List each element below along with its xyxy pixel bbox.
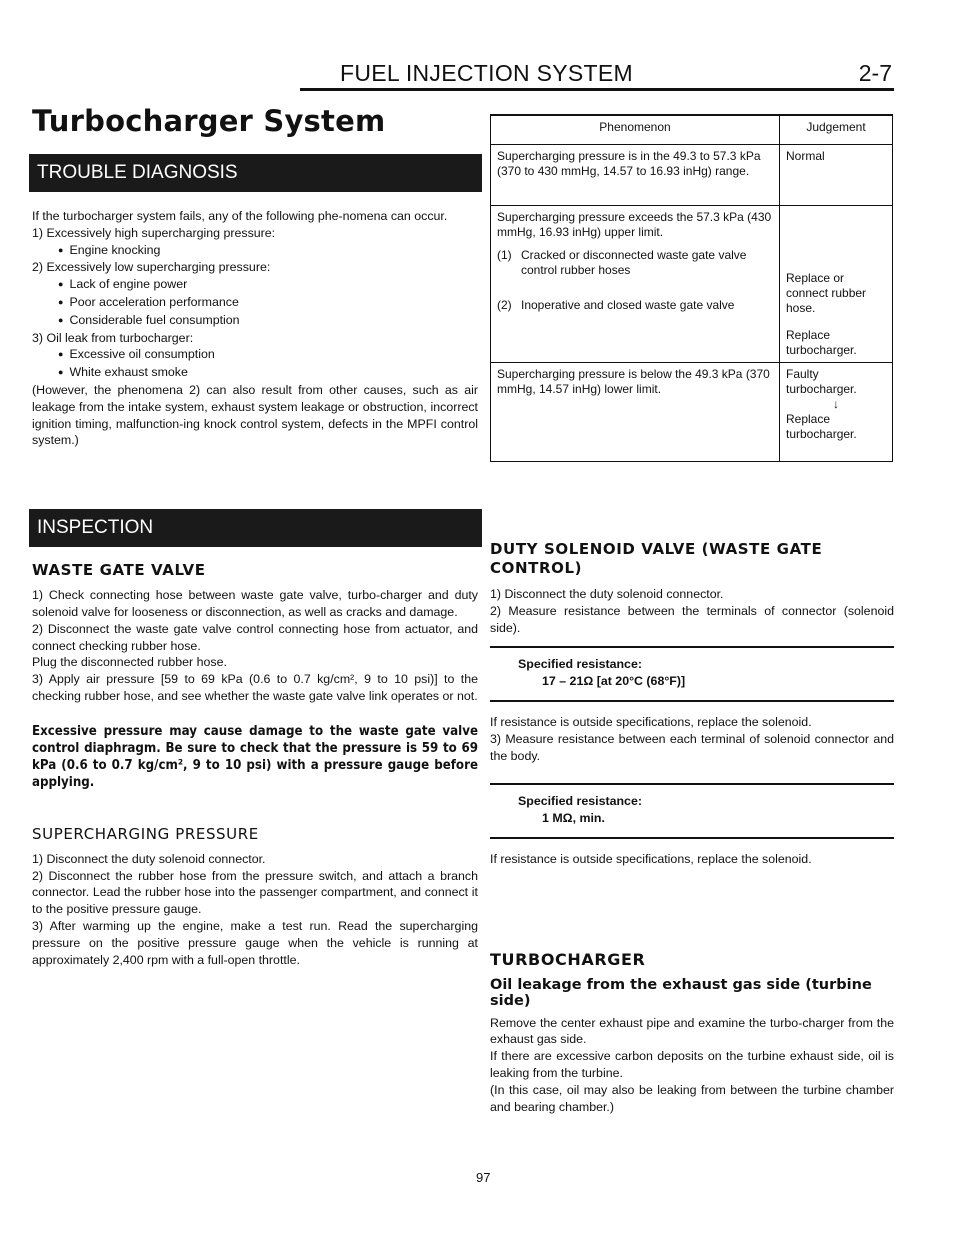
duty-step-1: 1) Disconnect the duty solenoid connector. (490, 587, 724, 601)
spec-value: 17 – 21Ω [at 20°C (68°F)] (542, 674, 686, 689)
wgv-step-2b: Plug the disconnected rubber hose. (32, 655, 227, 670)
trouble-item-1-bullet: ● Engine knocking (32, 242, 478, 260)
row3-judgement-b: Replace turbocharger. (786, 412, 857, 441)
trouble-item-2-bullet: ● Poor acceleration performance (32, 294, 478, 312)
oil-leakage-heading: Oil leakage from the exhaust gas side (turbine side) (490, 976, 872, 1009)
trouble-diagnosis-banner: TROUBLE DIAGNOSIS (29, 154, 482, 192)
page-title: Turbocharger System (32, 104, 386, 138)
spec-label: Specified resistance: (518, 793, 642, 808)
oil-step-1: Remove the center exhaust pipe and examine the turbo-charger from the exhaust gas side. (490, 1015, 894, 1047)
oil-step-2: If there are excessive carbon deposits on the turbine exhaust side, oil is leaking from the turbine. (490, 1049, 894, 1080)
spec-box-2 (490, 783, 894, 839)
table-row (491, 363, 893, 462)
table-cell-phenomenon (491, 206, 780, 363)
table-row (491, 206, 893, 363)
trouble-intro: If the turbocharger system fails, any of the following phe-nomena can occur. (32, 209, 448, 223)
duty-step-2: 2) Measure resistance between the terminals of connector (solenoid side). (490, 603, 894, 635)
supercharging-pressure-heading: SUPERCHARGING PRESSURE (32, 824, 259, 843)
subitem-text: Inoperative and closed waste gate valve (521, 298, 735, 312)
wgv-step-2: 2) Disconnect the waste gate valve control connecting hose from actuator, and connect checking rubber hose. (32, 621, 478, 653)
trouble-item-1: 1) Excessively high supercharging pressure: (32, 225, 276, 240)
trouble-item-2-bullet: ● Lack of engine power (32, 276, 478, 294)
table-cell-phenomenon: Supercharging pressure is below the 49.3 kPa (370 mmHg, 14.57 inHg) lower limit. (491, 363, 780, 462)
table-cell-judgement (780, 206, 893, 363)
turbocharger-heading: TURBOCHARGER (490, 949, 646, 969)
inspection-banner: INSPECTION (29, 509, 482, 547)
subitem-text: Cracked or disconnected waste gate valve control rubber hoses (521, 248, 747, 277)
section-header-title: FUEL INJECTION SYSTEM (340, 60, 633, 86)
down-arrow-icon: ↓ (833, 397, 839, 411)
table-cell-phenomenon: Supercharging pressure is in the 49.3 to 57.3 kPa (370 to 430 mmHg, 14.57 to 16.93 inHg) range. (491, 145, 780, 206)
duty-note-2: If resistance is outside specifications, replace the solenoid. (490, 851, 812, 866)
table-cell-judgement (780, 363, 893, 462)
row2-subitem-2 (497, 298, 773, 313)
sp-step-1: 1) Disconnect the duty solenoid connector. (32, 851, 266, 866)
row2-subitem-1 (497, 248, 773, 278)
wgv-step-3: 3) Apply air pressure [59 to 69 kPa (0.6 to 0.7 kg/cm², 9 to 10 psi)] to the checking rubber hose, and see whether the waste gate valve link operates or not. (32, 672, 478, 703)
table-header-phenomenon: Phenomenon (491, 115, 780, 145)
diagnosis-table (490, 114, 893, 462)
subitem-number: (2) (497, 298, 512, 312)
trouble-item-3-bullet: ● White exhaust smoke (32, 364, 478, 382)
trouble-note: (However, the phenomena 2) can also result from other causes, such as air leakage from the intake system, exhaust system leakage or obstruction, incorrect ignition timing, malfunction-ing knock control system, defects in the MPFI control system.) (32, 382, 478, 448)
trouble-item-3: 3) Oil leak from turbocharger: (32, 330, 194, 345)
waste-gate-valve-heading: WASTE GATE VALVE (32, 561, 206, 580)
duty-step-3: 3) Measure resistance between each terminal of solenoid connector and the body. (490, 732, 894, 763)
header-rule (300, 88, 894, 91)
row2-judgement-1: Replace or connect rubber hose. (786, 271, 867, 315)
row2-description: Supercharging pressure exceeds the 57.3 kPa (430 mmHg, 16.93 inHg) upper limit. (497, 210, 772, 239)
wgv-warning: Excessive pressure may cause damage to the waste gate valve control diaphragm. Be sure to check that the pressure is 59 to 69 kPa (0.6 to 0.7 kg/cm², 9 to 10 psi) with a pressure gauge before applying. (32, 723, 478, 790)
table-cell-judgement: Normal (780, 145, 893, 206)
trouble-item-3-bullet: ● Excessive oil consumption (32, 346, 478, 364)
row3-judgement-a: Faulty turbocharger. (786, 367, 857, 396)
table-header-judgement: Judgement (780, 115, 893, 145)
section-page-ref: 2-7 (858, 60, 892, 86)
page-number: 97 (476, 1170, 491, 1185)
spec-label: Specified resistance: (518, 657, 642, 672)
oil-step-3: (In this case, oil may also be leaking from between the turbine chamber and bearing chamber.) (490, 1082, 894, 1114)
sp-step-3: 3) After warming up the engine, make a test run. Read the supercharging pressure on the positive pressure gauge when the vehicle is running at approximately 2,400 rpm with a full-open throttle. (32, 918, 478, 967)
duty-solenoid-heading: DUTY SOLENOID VALVE (WASTE GATE CONTROL) (490, 540, 823, 577)
trouble-item-2: 2) Excessively low supercharging pressure: (32, 260, 271, 275)
spec-box-1 (490, 646, 894, 702)
trouble-item-2-bullet: ● Considerable fuel consumption (32, 312, 478, 330)
row2-judgement-2: Replace turbocharger. (786, 328, 857, 357)
sp-step-2: 2) Disconnect the rubber hose from the pressure switch, and attach a branch connector. Lead the rubber hose into the passenger compartment, and connect it to the positive pressure gauge. (32, 868, 478, 917)
wgv-step-1: 1) Check connecting hose between waste gate valve, turbo-charger and duty solenoid valve for looseness or disconnection, as well as cracks and damage. (32, 588, 478, 619)
left-column (32, 100, 478, 968)
duty-note-1: If resistance is outside specifications, replace the solenoid. (490, 715, 812, 730)
right-column (490, 100, 894, 1115)
spec-value: 1 MΩ, min. (542, 810, 605, 825)
table-row (491, 145, 893, 206)
subitem-number: (1) (497, 248, 512, 262)
